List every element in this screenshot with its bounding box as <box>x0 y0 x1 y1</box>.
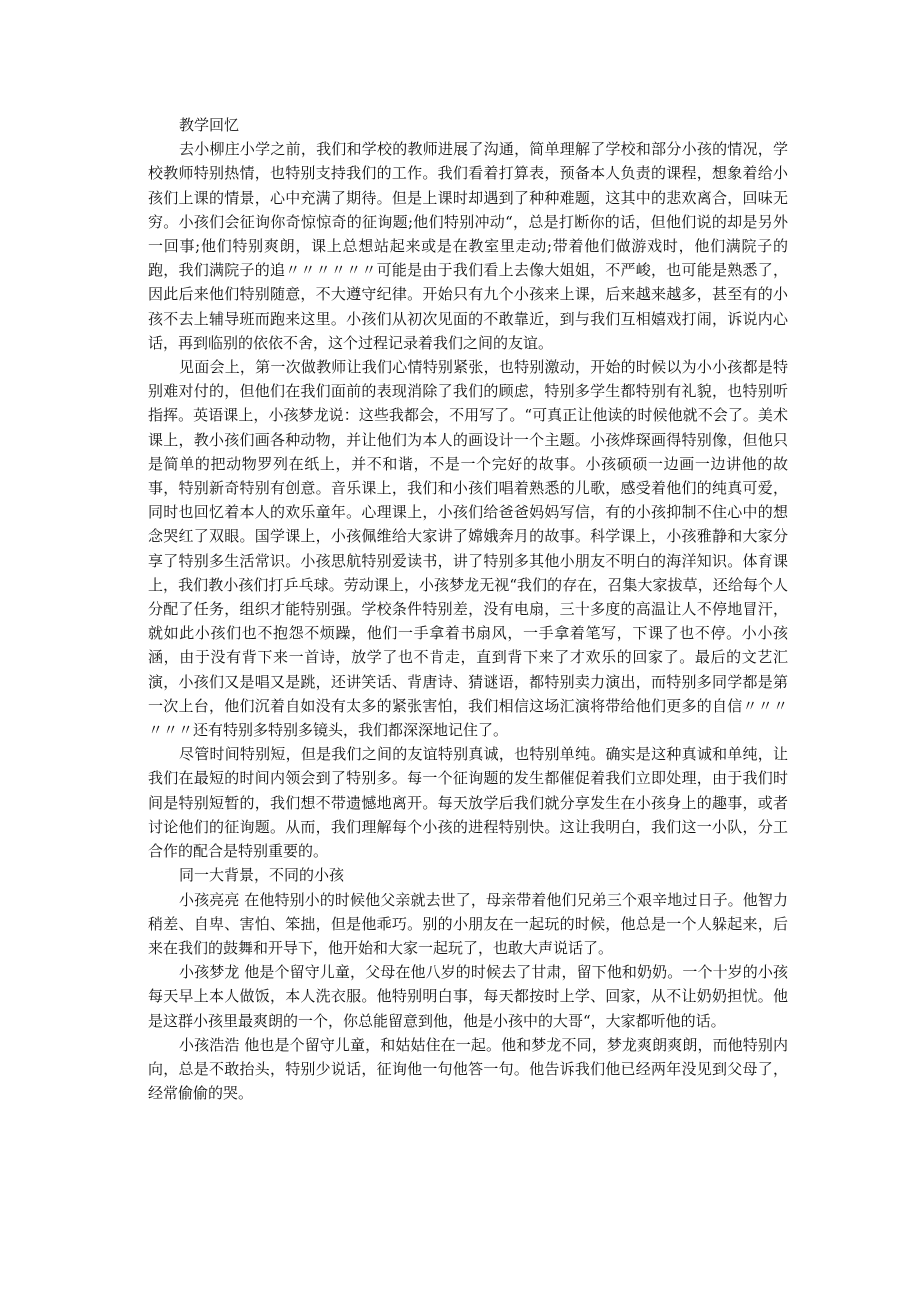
paragraph-friendship: 尽管时间特别短，但是我们之间的友谊特别真诚，也特别单纯。确实是这种真诚和单纯，让我们在最短的时间内领会到了特别多。每一个征询题的发生都催促着我们立即处理，由于我们时间是特别短暂的，我们想不带遗憾地离开。每天放学后我们就分享发生在小孩身上的趣事，或者讨论他们的征询题。从而，我们理解每个小孩的进程特别快。这让我明白，我们这一小队，分工合作的配合是特别重要的。 <box>148 745 788 861</box>
section-heading: 同一大背景，不同的小孩 <box>179 866 345 885</box>
paragraph-child-menglong: 小孩梦龙 他是个留守儿童，父母在他八岁的时候去了甘肃，留下他和奶奶。一个十岁的小孩每天早上本人做饭，本人洗衣服。他特别明白事，每天都按时上学、回家，从不让奶奶担忧。他是这群小孩里最爽朗的一个，你总能留意到他，他是小孩中的大哥“，大家都听他的话。 <box>148 963 788 1030</box>
document-title: 教学回忆 <box>179 116 240 134</box>
paragraph-classes: 见面会上，第一次做教师让我们心情特别紧张，也特别激动，开始的时候以为小小孩都是特别难对付的，但他们在我们面前的表现消除了我们的顾虑，特别多学生都特别有礼貌，也特别听指挥。英语课上，小孩梦龙说：这些我都会，不用写了。“可真正让他读的时候他就不会了。美术课上，教小孩们画各种动物，并让他们为本人的画设计一个主题。小孩烨琛画得特别像，但他只是简单的把动物罗列在纸上，并不和谐，不是一个完好的故事。小孩硕硕一边画一边讲他的故事，特别新奇特别有创意。音乐课上，我们和小孩们唱着熟悉的儿歌，感受着他们的纯真可爱，同时也回忆着本人的欢乐童年。心理课上，小孩们给爸爸妈妈写信，有的小孩抑制不住心中的想念哭红了双眼。国学课上，小孩佩维给大家讲了嫦娥奔月的故事。科学课上，小孩雅静和大家分享了特别多生活常识。小孩思航特别爱读书，讲了特别多其他小朋友不明白的海洋知识。体育课上，我们教小孩们打乒乓球。劳动课上，小孩梦龙无视“我们的存在，召集大家拔草，还给每个人分配了任务，组织才能特别强。学校条件特别差，没有电扇，三十多度的高温让人不停地冒汗，就如此小孩们也不抱怨不烦躁，他们一手拿着书扇风，一手拿着笔写，下课了也不停。小小孩涵，由于没有背下来一首诗，放学了也不肯走，直到背下来了才欢乐的回家了。最后的文艺汇演，小孩们又是唱又是跳，还讲笑话、背唐诗、猜谜语，都特别卖力演出，而特别多同学都是第一次上台，他们沉着自如没有太多的紧张害怕，我们相信这场汇演将带给他们更多的自信〃〃〃〃〃〃还有特别多特别多镜头，我们都深深地记住了。 <box>148 358 788 740</box>
document-body <box>148 113 788 1105</box>
paragraph-child-haohao: 小孩浩浩 他也是个留守儿童，和姑姑住在一起。他和梦龙不同，梦龙爽朗爽朗，而他特别内向，总是不敢抬头，特别少说话，征询他一句他答一句。他告诉我们他已经两年没见到父母了，经常偷偷的哭。 <box>148 1035 788 1103</box>
paragraph-intro: 去小柳庄小学之前，我们和学校的教师进展了沟通，简单理解了学校和部分小孩的情况，学校教师特别热情，也特别支持我们的工作。我们看着打算表，预备本人负责的课程，想象着给小孩们上课的情景，心中充满了期待。但是上课时却遇到了种种难题，这其中的悲欢离合，回味无穷。小孩们会征询你奇惊惊奇的征询题;他们特别冲动“，总是打断你的话，但他们说的却是另外一回事;他们特别爽朗，课上总想站起来或是在教室里走动;带着他们做游戏时，他们满院子的跑，我们满院子的追〃〃〃〃〃〃可能是由于我们看上去像大姐姐，不严峻，也可能是熟悉了，因此后来他们特别随意，不大遵守纪律。开始只有九个小孩来上课，后来越来越多，甚至有的小孩不去上辅导班而跑来这里。小孩们从初次见面的不敢靠近，到与我们互相嬉戏打闹，诉说内心话，再到临别的依依不舍，这个过程记录着我们之间的友谊。 <box>148 140 788 352</box>
paragraph-child-liangliang: 小孩亮亮 在他特别小的时候他父亲就去世了，母亲带着他们兄弟三个艰辛地过日子。他智力稍差、自卑、害怕、笨拙，但是他乖巧。别的小朋友在一起玩的时候，他总是一个人躲起来，后来在我们的鼓舞和开导下，他开始和大家一起玩了，也敢大声说话了。 <box>148 890 788 957</box>
